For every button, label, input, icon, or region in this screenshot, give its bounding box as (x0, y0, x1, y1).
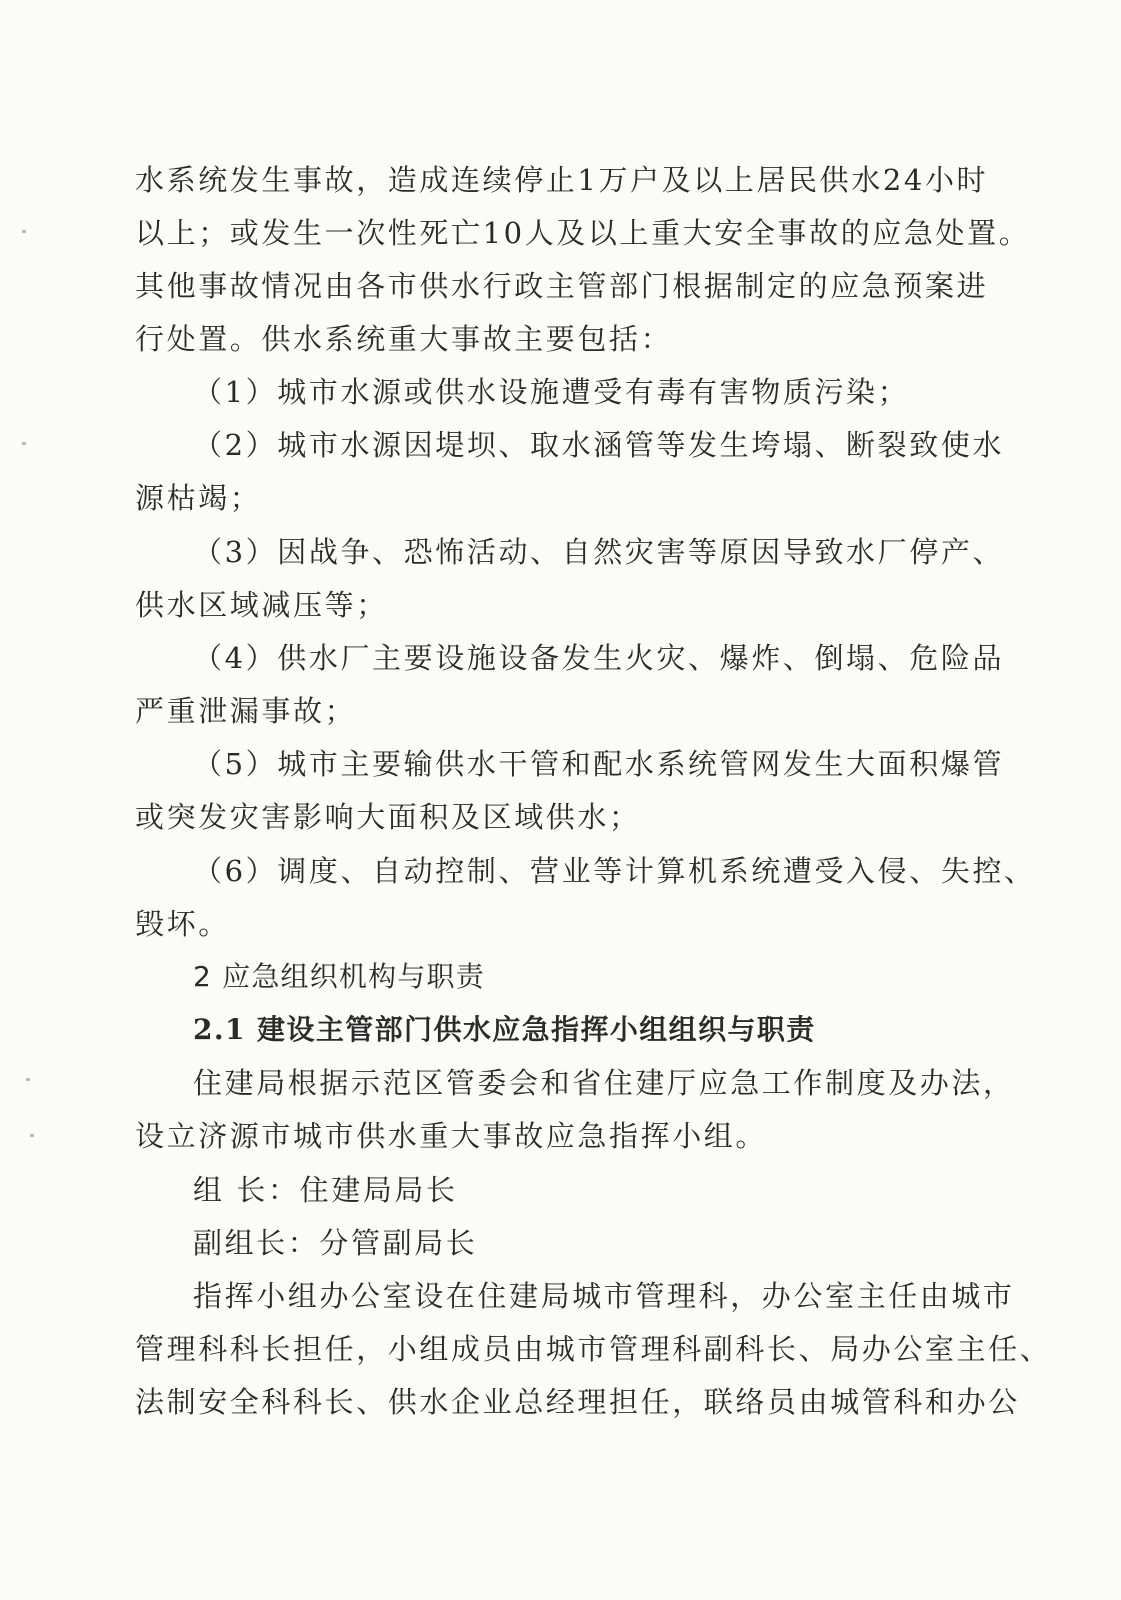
body-text-line: 法制安全科科长、供水企业总经理担任，联络员由城管科和办公 (135, 1385, 1020, 1419)
list-item-line: （5）城市主要输供水干管和配水系统管网发生大面积爆管 (193, 747, 1005, 781)
list-item-continuation: 源枯竭； (135, 481, 262, 515)
list-item-continuation: 或突发灾害影响大面积及区域供水； (135, 800, 641, 834)
body-text-line: 水系统发生事故，造成连续停止1万户及以上居民供水24小时 (135, 163, 989, 197)
body-text-line: 以上；或发生一次性死亡10人及以上重大安全事故的应急处置。 (135, 216, 1031, 250)
list-item-line: （3）因战争、恐怖活动、自然灾害等原因导致水厂停产、 (193, 535, 1005, 569)
list-item-continuation: 毁坏。 (135, 907, 230, 941)
body-text-line: 管理科科长担任，小组成员由城市管理科副科长、局办公室主任、 (135, 1332, 1052, 1366)
scan-speck (22, 442, 26, 445)
list-item-line: （6）调度、自动控制、营业等计算机系统遭受入侵、失控、 (193, 854, 1036, 888)
role-line-deputy: 副组长：分管副局长 (193, 1226, 478, 1260)
list-item-line: （4）供水厂主要设施设备发生火灾、爆炸、倒塌、危险品 (193, 641, 1005, 675)
scan-speck (26, 1078, 30, 1081)
role-line-leader: 组 长：住建局局长 (193, 1173, 458, 1207)
subsection-heading: 2.1 建设主管部门供水应急指挥小组组织与职责 (193, 1013, 816, 1046)
list-item-line: （1）城市水源或供水设施遭受有毒有害物质污染； (193, 375, 910, 409)
body-text-line: 其他事故情况由各市供水行政主管部门根据制定的应急预案进 (135, 269, 989, 303)
body-text-line: 行处置。供水系统重大事故主要包括： (135, 322, 673, 356)
body-text-line: 指挥小组办公室设在住建局城市管理科，办公室主任由城市 (193, 1279, 1015, 1313)
list-item-continuation: 严重泄漏事故； (135, 694, 357, 728)
list-item-line: （2）城市水源因堤坝、取水涵管等发生垮塌、断裂致使水 (193, 428, 1005, 462)
scan-speck (30, 1134, 34, 1137)
section-heading: 2 应急组织机构与职责 (193, 960, 485, 993)
list-item-continuation: 供水区域减压等； (135, 588, 388, 622)
scan-speck (22, 230, 26, 233)
body-text-line: 设立济源市城市供水重大事故应急指挥小组。 (135, 1119, 768, 1153)
body-text-line: 住建局根据示范区管委会和省住建厅应急工作制度及办法， (193, 1066, 1015, 1100)
